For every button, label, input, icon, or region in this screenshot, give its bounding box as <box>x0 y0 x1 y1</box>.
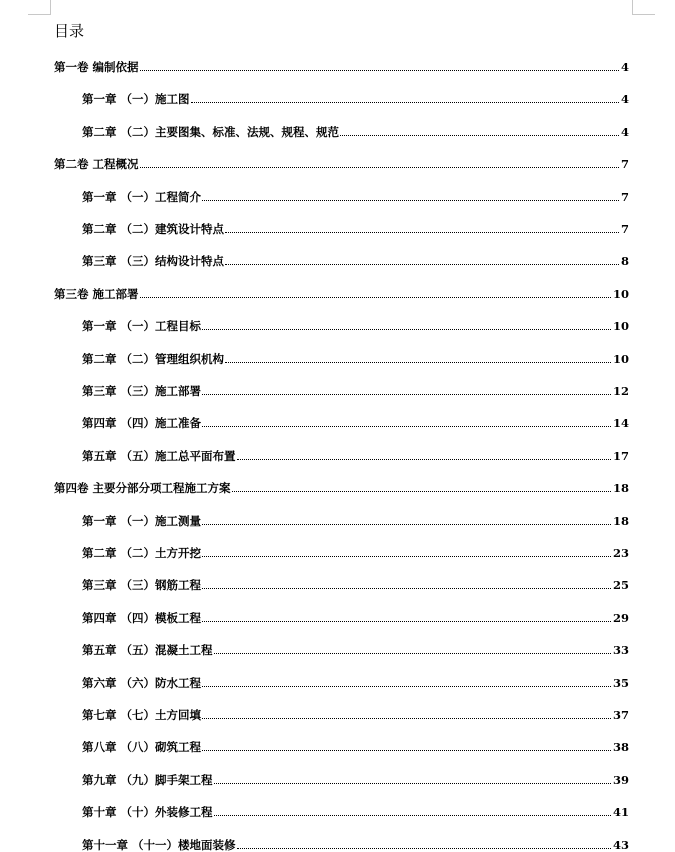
toc-dot-leader <box>202 588 611 589</box>
toc-entry-label: 第二章 （二）主要图集、标准、法规、规程、规范 <box>82 124 340 139</box>
toc-entry-label: 第一章 （一）工程目标 <box>82 319 202 334</box>
toc-dot-leader <box>202 394 611 395</box>
toc-entry-label: 第八章 （八）砌筑工程 <box>82 740 202 755</box>
toc-page-number: 23 <box>612 546 629 560</box>
toc-chapter-entry[interactable] <box>82 84 629 106</box>
toc-page-number: 10 <box>612 286 629 301</box>
toc-entry-label: 第四章 （四）模板工程 <box>82 610 202 625</box>
toc-page-number: 35 <box>612 675 629 690</box>
toc-chapter-entry[interactable] <box>82 311 629 333</box>
toc-entry-label: 第三章 （三）钢筋工程 <box>82 578 202 593</box>
toc-page-number: 10 <box>612 319 629 334</box>
toc-page-number: 33 <box>612 643 629 658</box>
toc-entry-label: 第四卷 主要分部分项工程施工方案 <box>54 481 231 496</box>
toc-dot-leader <box>191 102 619 103</box>
toc-dot-leader <box>225 232 619 233</box>
toc-page-number: 4 <box>620 60 629 74</box>
toc-dot-leader <box>202 621 611 622</box>
toc-chapter-entry[interactable] <box>82 214 629 236</box>
toc-page-number: 25 <box>612 578 629 593</box>
toc-entry-label: 第一章 （一）施工测量 <box>82 513 202 528</box>
toc-dot-leader <box>202 556 611 557</box>
toc-entry-label: 第二章 （二）管理组织机构 <box>82 351 225 366</box>
toc-title: 目录 <box>54 22 85 40</box>
toc-chapter-entry[interactable] <box>82 830 629 852</box>
toc-dot-leader <box>202 329 611 330</box>
toc-page-number: 39 <box>612 772 629 787</box>
toc-chapter-entry[interactable] <box>82 246 629 268</box>
toc-page-number: 4 <box>620 124 629 139</box>
toc-entry-label: 第一章 （一）工程简介 <box>82 189 202 204</box>
toc-dot-leader <box>225 362 611 363</box>
toc-chapter-entry[interactable] <box>82 182 629 204</box>
toc-entry-label: 第三章 （三）施工部署 <box>82 384 202 398</box>
toc-volume-entry[interactable] <box>54 473 629 495</box>
toc-page-number: 7 <box>620 157 629 172</box>
toc-dot-leader <box>202 750 611 751</box>
toc-dot-leader <box>237 459 611 460</box>
toc-chapter-entry[interactable] <box>82 538 629 560</box>
toc-chapter-entry[interactable] <box>82 376 629 398</box>
toc-chapter-entry[interactable] <box>82 408 629 430</box>
toc-chapter-entry[interactable] <box>82 506 629 528</box>
toc-dot-leader <box>202 718 611 719</box>
toc-entry-label: 第二章 （二）建筑设计特点 <box>82 222 225 236</box>
toc-dot-leader <box>140 167 619 168</box>
toc-entry-label: 第九章 （九）脚手架工程 <box>82 772 213 787</box>
toc-dot-leader <box>237 848 611 849</box>
toc-chapter-entry[interactable] <box>82 668 629 690</box>
toc-page-number: 10 <box>612 351 629 366</box>
toc-entry-label: 第三卷 施工部署 <box>54 286 139 301</box>
toc-chapter-entry[interactable] <box>82 732 629 754</box>
toc-page-number: 8 <box>620 254 629 269</box>
toc-page-number: 18 <box>612 481 629 496</box>
toc-entry-label: 第三章 （三）结构设计特点 <box>82 254 225 269</box>
toc-chapter-entry[interactable] <box>82 570 629 592</box>
toc-chapter-entry[interactable] <box>82 765 629 787</box>
toc-entry-label: 第五章 （五）混凝土工程 <box>82 643 213 658</box>
toc-entry-label: 第五章 （五）施工总平面布置 <box>82 448 236 463</box>
toc-entry-label: 第四章 （四）施工准备 <box>82 416 202 431</box>
toc-dot-leader <box>140 70 619 71</box>
toc-dot-leader <box>214 815 611 816</box>
toc-chapter-entry[interactable] <box>82 603 629 625</box>
toc-dot-leader <box>214 783 611 784</box>
toc-entry-label: 第六章 （六）防水工程 <box>82 675 202 690</box>
toc-page-number: 17 <box>612 448 629 463</box>
crop-mark-top-left <box>28 0 51 15</box>
toc-dot-leader <box>225 264 619 265</box>
toc-page-number: 29 <box>612 610 629 625</box>
toc-volume-entry[interactable] <box>54 279 629 301</box>
toc-volume-entry[interactable] <box>54 149 629 171</box>
toc-dot-leader <box>202 524 611 525</box>
toc-entry-label: 第十章 （十）外装修工程 <box>82 805 213 820</box>
toc-chapter-entry[interactable] <box>82 441 629 463</box>
toc-page-number: 38 <box>612 740 629 755</box>
toc-page-number: 7 <box>620 189 629 204</box>
toc-page-number: 37 <box>612 708 629 722</box>
toc-page-number: 18 <box>612 513 629 528</box>
toc-page-number: 12 <box>612 384 629 398</box>
toc-dot-leader <box>202 200 619 201</box>
crop-mark-top-right <box>632 0 655 15</box>
toc-entry-label: 第一章 （一）施工图 <box>82 92 190 107</box>
toc-entry-label: 第二卷 工程概况 <box>54 157 139 172</box>
toc-page-number: 4 <box>620 92 629 107</box>
toc-entry-label: 第七章 （七）土方回填 <box>82 708 202 722</box>
toc-chapter-entry[interactable] <box>82 344 629 366</box>
toc-page-number: 14 <box>612 416 629 431</box>
toc-chapter-entry[interactable] <box>82 117 629 139</box>
toc-dot-leader <box>202 686 611 687</box>
toc-entry-label: 第一卷 编制依据 <box>54 60 139 74</box>
toc-chapter-entry[interactable] <box>82 635 629 657</box>
toc-page-number: 43 <box>612 837 629 852</box>
toc-dot-leader <box>232 491 611 492</box>
toc-entry-label: 第十一章 （十一）楼地面装修 <box>82 837 236 852</box>
toc-page-number: 7 <box>620 222 629 236</box>
toc-dot-leader <box>214 653 611 654</box>
toc-chapter-entry[interactable] <box>82 700 629 722</box>
toc-volume-entry[interactable] <box>54 52 629 74</box>
toc-chapter-entry[interactable] <box>82 797 629 819</box>
toc-dot-leader <box>140 297 611 298</box>
toc-dot-leader <box>340 135 619 136</box>
toc-entry-label: 第二章 （二）土方开挖 <box>82 546 202 560</box>
toc-page-number: 41 <box>612 805 629 820</box>
toc-dot-leader <box>202 426 611 427</box>
